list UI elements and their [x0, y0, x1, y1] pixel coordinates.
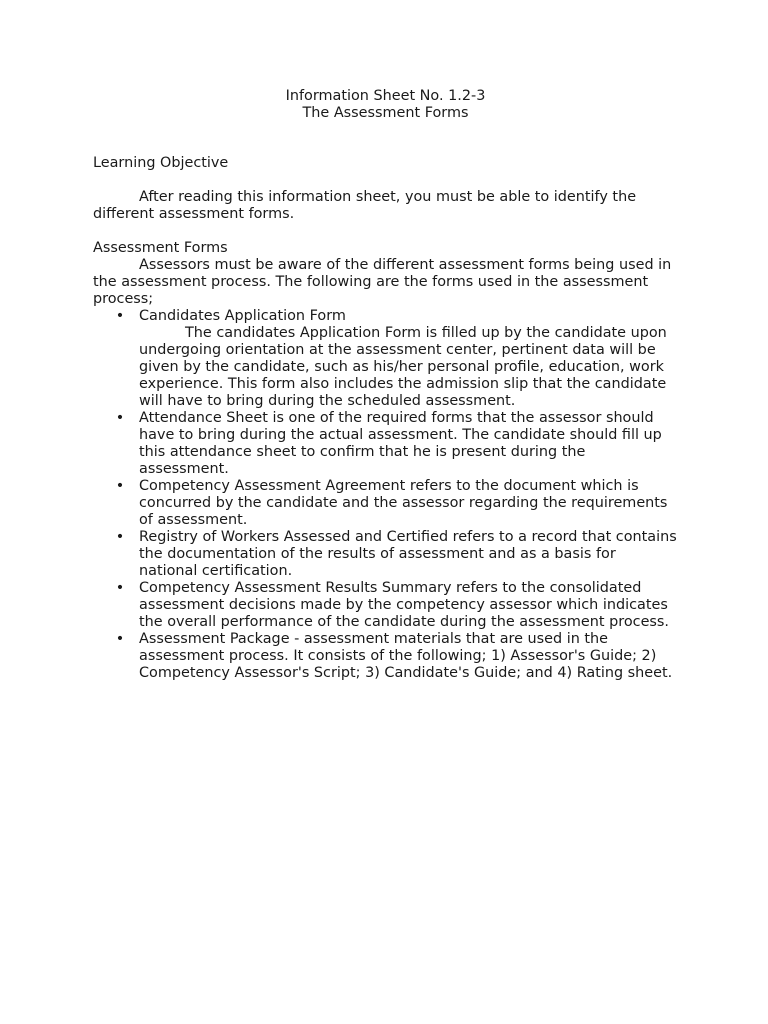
- learning-objective-body: After reading this information sheet, you must be able to identify the different assessment forms.: [93, 189, 637, 222]
- bullet-icon: •: [115, 631, 125, 647]
- bullet-icon: •: [115, 529, 125, 545]
- list-item-text: Competency Assessment Results Summary refers to the consolidated assessment decisions made by the competency assessor which indicates the overall performance of the candidate during the assessment process.: [139, 580, 669, 630]
- list-item-label: Candidates Application Form: [139, 308, 346, 324]
- list-item-text: Registry of Workers Assessed and Certified refers to a record that contains the documentation of the results of assessment and as a basis for national certification.: [139, 529, 677, 579]
- document-page: [93, 88, 678, 682]
- assessment-forms-heading: Assessment Forms: [93, 240, 228, 256]
- list-item-text: Competency Assessment Agreement refers to the document which is concurred by the candidate and the assessor regarding the requirements of assessment.: [139, 478, 668, 528]
- list-item: [93, 308, 678, 410]
- list-item-detail: The candidates Application Form is filled up by the candidate upon undergoing orientation at the assessment center, pertinent data will be given by the candidate, such as his/her personal profile, education, work experience. This form also includes the admission slip that the candidate will have to bring during the scheduled assessment.: [139, 325, 667, 409]
- document-title: [93, 88, 678, 122]
- assessment-forms-list: [93, 308, 678, 682]
- list-item: [93, 580, 678, 631]
- title-line-1: Information Sheet No. 1.2-3: [285, 88, 486, 104]
- list-item-text: Attendance Sheet is one of the required forms that the assessor should have to bring during the actual assessment. The candidate should fill up this attendance sheet to confirm that he is present during the assessment.: [139, 410, 662, 477]
- assessment-forms-intro: Assessors must be aware of the different assessment forms being used in the assessment process. The following are the forms used in the assessment process;: [93, 257, 672, 307]
- learning-objective-heading: Learning Objective: [93, 155, 229, 171]
- title-line-2: The Assessment Forms: [302, 105, 469, 121]
- bullet-icon: •: [115, 308, 125, 324]
- list-item: [93, 529, 678, 580]
- list-item: [93, 410, 678, 478]
- list-item: [93, 631, 678, 682]
- list-item: [93, 478, 678, 529]
- bullet-icon: •: [115, 580, 125, 596]
- bullet-icon: •: [115, 410, 125, 426]
- bullet-icon: •: [115, 478, 125, 494]
- list-item-text: Assessment Package - assessment materials that are used in the assessment process. It consists of the following; 1) Assessor's Guide; 2) Competency Assessor's Script; 3) Candidate's Guide; and 4) Rating sheet.: [139, 631, 673, 681]
